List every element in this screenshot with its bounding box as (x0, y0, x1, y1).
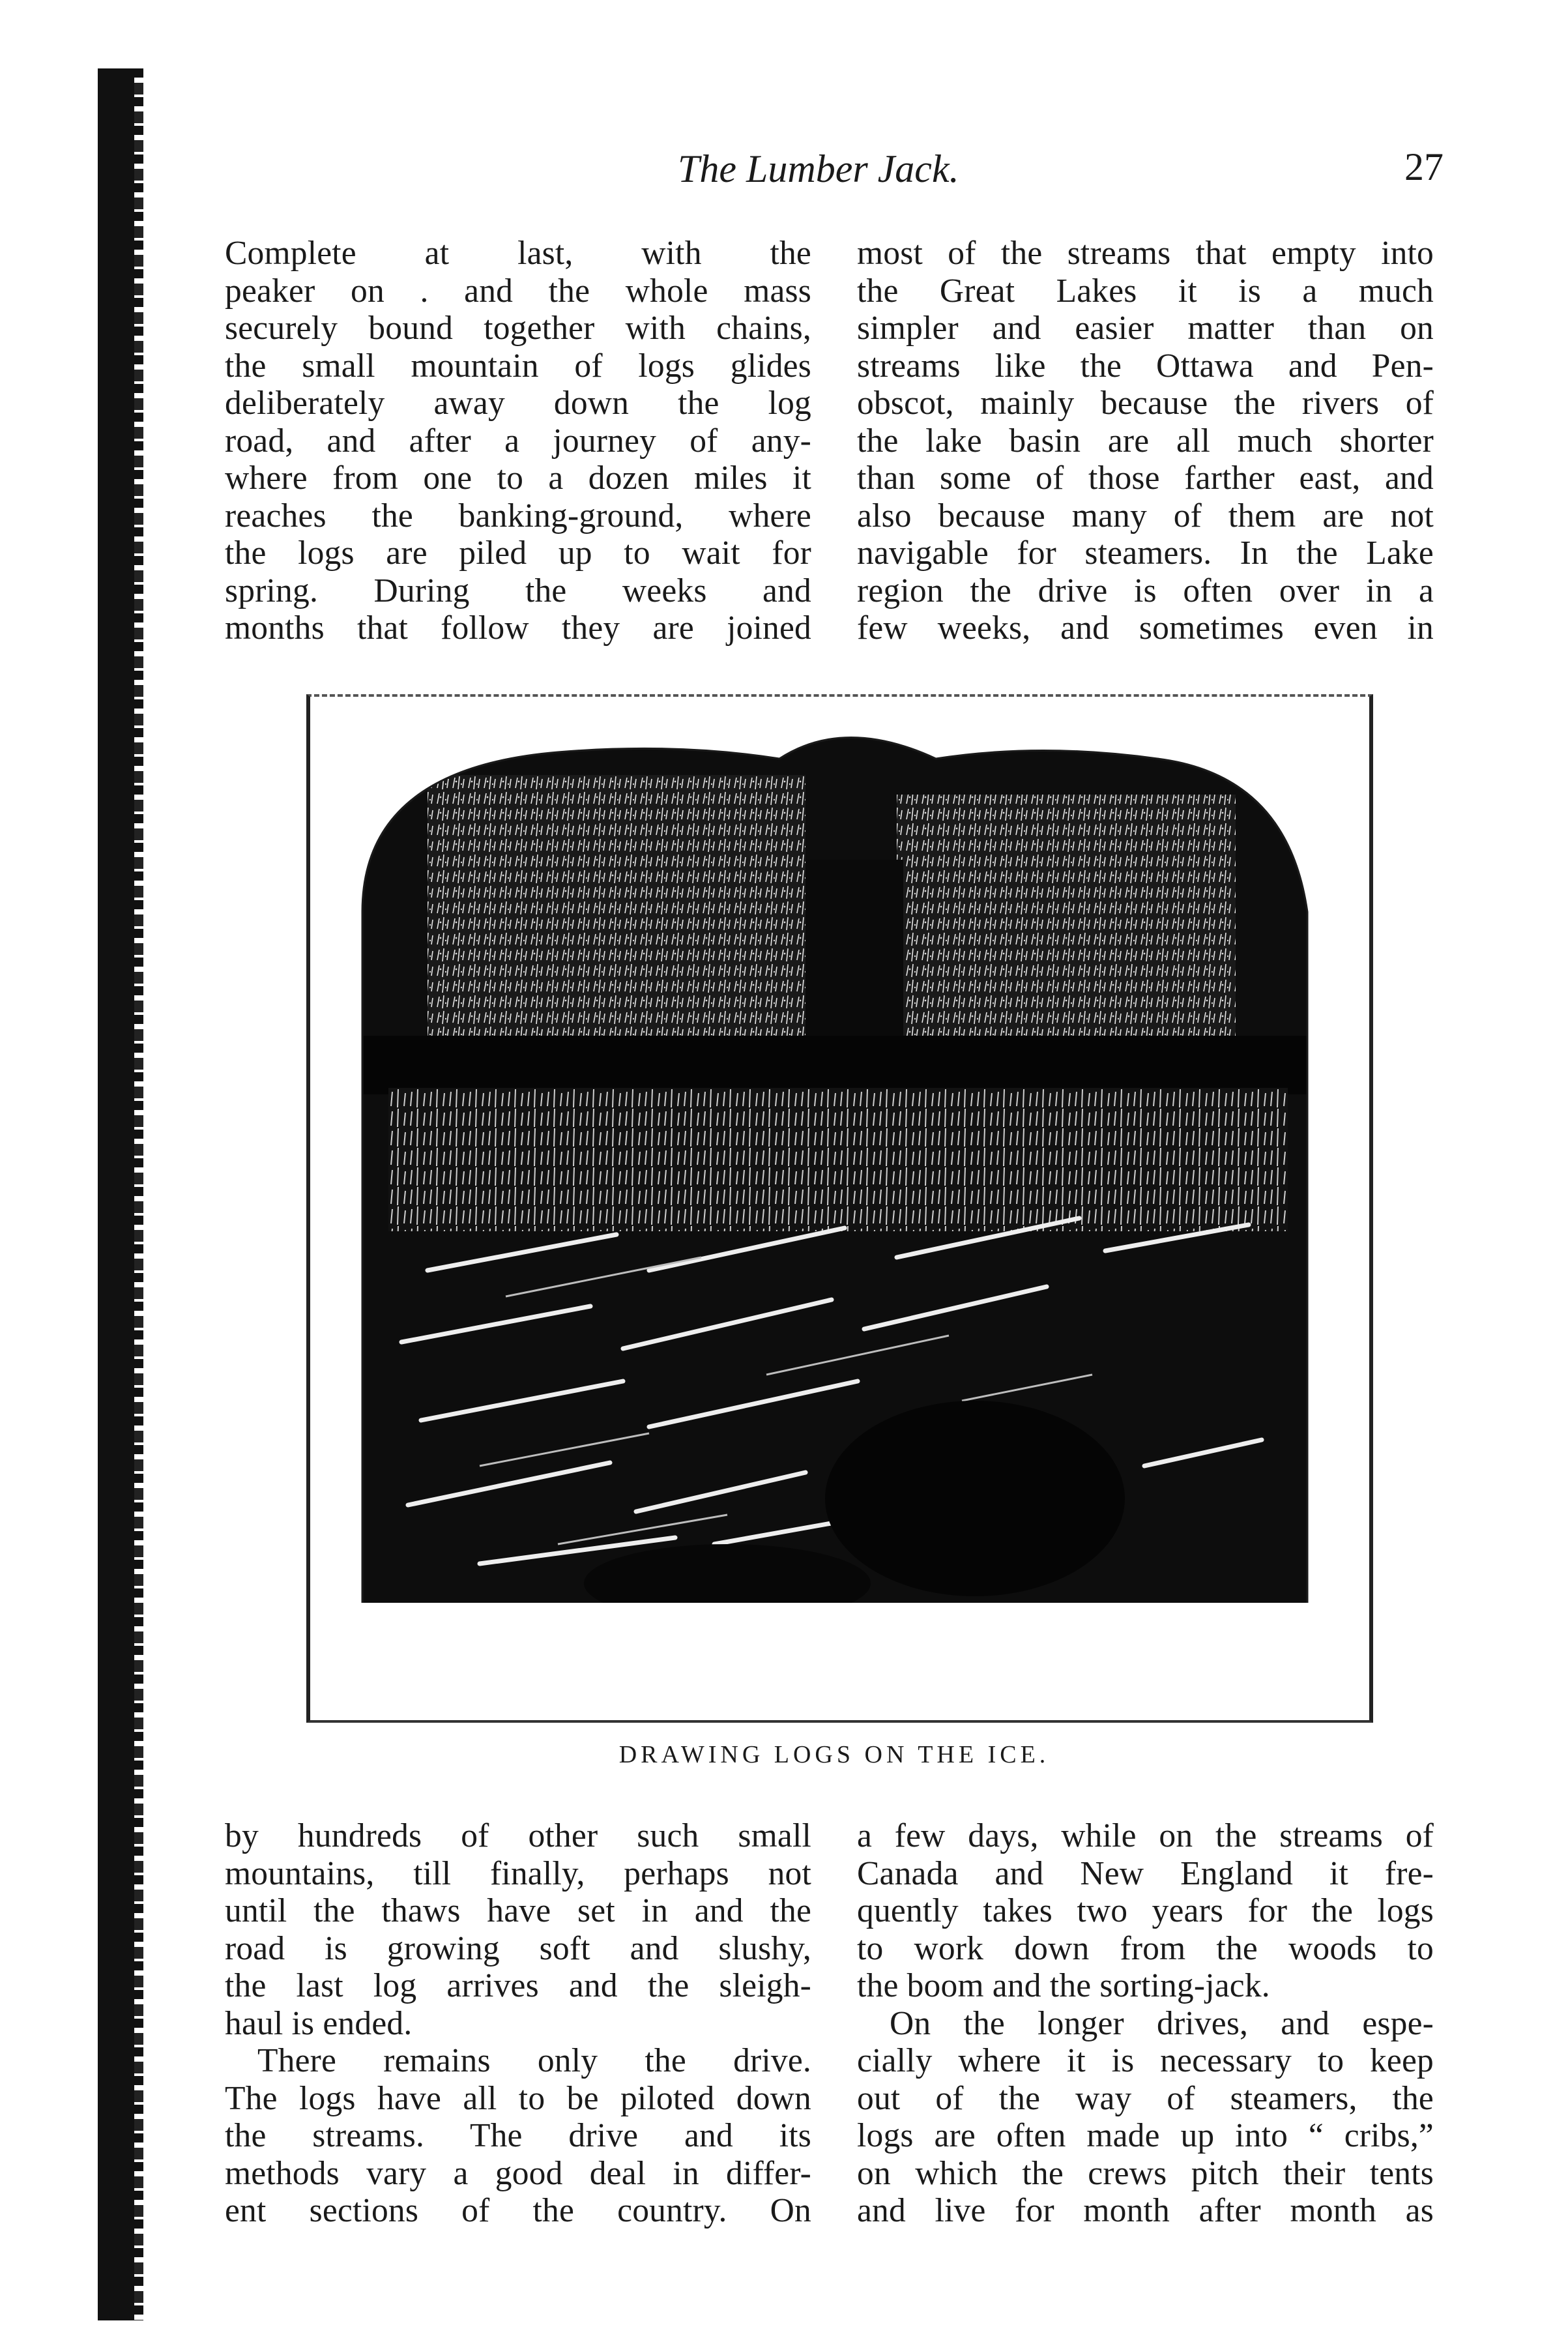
text-line: road, and after a journey of any- (225, 422, 811, 460)
text-line: until the thaws have set in and the (225, 1892, 811, 1929)
column-top-left (225, 235, 811, 647)
text-line: peaker on . and the whole mass (225, 272, 811, 310)
text-line: reaches the banking-ground, where (225, 497, 811, 534)
column-bottom-left (225, 1817, 811, 2230)
text-line: the Great Lakes it is a much (857, 272, 1434, 310)
figure-caption: DRAWING LOGS ON THE ICE. (618, 1741, 1050, 1768)
text-line: quently takes two years for the logs (857, 1892, 1434, 1929)
text-line: few weeks, and sometimes even in (857, 609, 1434, 647)
text-line: the small mountain of logs glides (225, 347, 811, 385)
text-line: a few days, while on the streams of (857, 1817, 1434, 1854)
text-line: streams like the Ottawa and Pen- (857, 347, 1434, 385)
text-line: There remains only the drive. (257, 2042, 811, 2079)
column-top-right (857, 235, 1434, 647)
text-line: The logs have all to be piloted down (225, 2079, 811, 2117)
text-line: region the drive is often over in a (857, 572, 1434, 609)
text-line: the streams. The drive and its (225, 2117, 811, 2154)
engraving-image (310, 697, 1369, 1720)
text-line: mountains, till finally, perhaps not (225, 1854, 811, 1892)
page-number: 27 (1404, 145, 1444, 188)
text-line: methods vary a good deal in differ- (225, 2154, 811, 2192)
text-line: navigable for steamers. In the Lake (857, 534, 1434, 572)
text-line: the last log arrives and the sleigh- (225, 1967, 811, 2004)
text-line: months that follow they are joined (225, 609, 811, 647)
text-line: Complete at last, with the (225, 235, 811, 272)
text-line: the boom and the sorting-jack. (857, 1967, 1270, 2004)
text-line: On the longer drives, and espe- (890, 2004, 1434, 2042)
text-line: to work down from the woods to (857, 1929, 1434, 1967)
text-line: the lake basin are all much shorter (857, 422, 1434, 460)
text-line: on which the crews pitch their tents (857, 2154, 1434, 2192)
text-line: cially where it is necessary to keep (857, 2042, 1434, 2079)
running-header-title: The Lumber Jack. (678, 147, 959, 190)
binding-edge (98, 68, 137, 2320)
text-line: by hundreds of other such small (225, 1817, 811, 1854)
text-line: than some of those farther east, and (857, 460, 1434, 497)
illustration-drawing-logs-on-ice (306, 694, 1373, 1723)
text-line: also because many of them are not (857, 497, 1434, 534)
text-line: and live for month after month as (857, 2192, 1434, 2229)
text-line: out of the way of steamers, the (857, 2079, 1434, 2117)
text-line: where from one to a dozen miles it (225, 460, 811, 497)
text-line: most of the streams that empty into (857, 235, 1434, 272)
text-line: haul is ended. (225, 2004, 413, 2042)
text-line: obscot, mainly because the rivers of (857, 385, 1434, 422)
text-line: logs are often made up into “ cribs,” (857, 2117, 1434, 2154)
text-line: the logs are piled up to wait for (225, 534, 811, 572)
text-line: Canada and New England it fre- (857, 1854, 1434, 1892)
text-line: securely bound together with chains, (225, 310, 811, 347)
text-line: road is growing soft and slushy, (225, 1929, 811, 1967)
text-line: deliberately away down the log (225, 385, 811, 422)
text-line: ent sections of the country. On (225, 2192, 811, 2229)
text-line: spring. During the weeks and (225, 572, 811, 609)
column-bottom-right (857, 1817, 1434, 2230)
text-line: simpler and easier matter than on (857, 310, 1434, 347)
